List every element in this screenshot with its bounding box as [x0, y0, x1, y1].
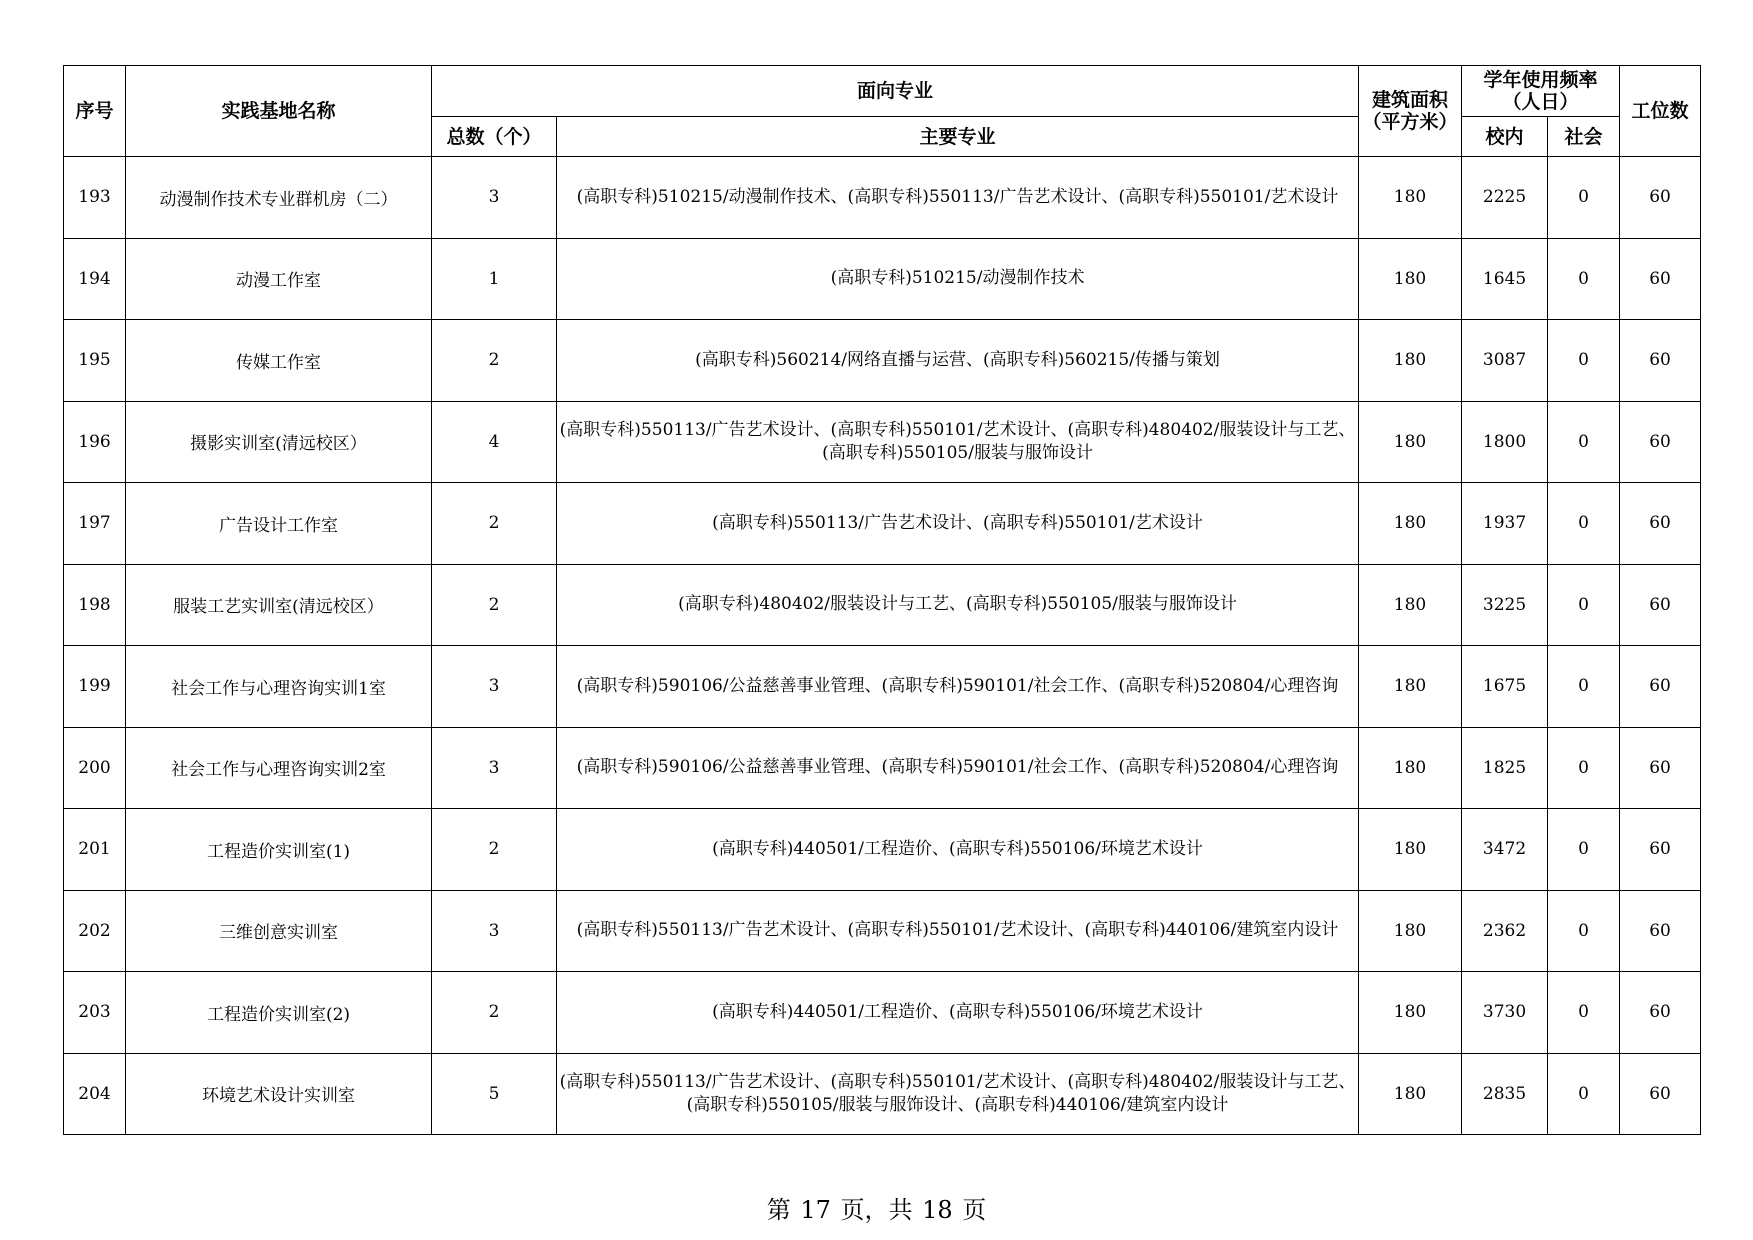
cell-base-name: 环境艺术设计实训室 — [126, 1053, 432, 1135]
cell-society: 0 — [1548, 157, 1620, 239]
cell-base-name: 摄影实训室(清远校区） — [126, 401, 432, 483]
cell-area: 180 — [1359, 564, 1462, 646]
cell-total: 1 — [432, 238, 557, 320]
header-frequency-line2: （人日） — [1502, 91, 1579, 113]
cell-society: 0 — [1548, 727, 1620, 809]
header-frequency — [1462, 66, 1620, 117]
cell-majors: (高职专科)550113/广告艺术设计、(高职专科)550101/艺术设计、(高职专科)440106/建筑室内设计 — [557, 890, 1359, 972]
cell-majors: (高职专科)550113/广告艺术设计、(高职专科)550101/艺术设计、(高职专科)480402/服装设计与工艺、(高职专科)550105/服装与服饰设计 — [557, 401, 1359, 483]
cell-campus: 3730 — [1462, 972, 1548, 1054]
cell-base-name: 工程造价实训室(2) — [126, 972, 432, 1054]
table-row — [64, 564, 1701, 646]
header-seq: 序号 — [64, 66, 126, 157]
header-area-line2: （平方米） — [1362, 111, 1458, 133]
cell-total: 4 — [432, 401, 557, 483]
header-area — [1359, 66, 1462, 157]
cell-society: 0 — [1548, 1053, 1620, 1135]
cell-society: 0 — [1548, 483, 1620, 565]
cell-campus: 2362 — [1462, 890, 1548, 972]
cell-total: 3 — [432, 157, 557, 239]
cell-seq: 197 — [64, 483, 126, 565]
cell-total: 3 — [432, 727, 557, 809]
cell-campus: 2225 — [1462, 157, 1548, 239]
table-row — [64, 401, 1701, 483]
header-campus: 校内 — [1462, 117, 1548, 157]
cell-seq: 194 — [64, 238, 126, 320]
practice-base-table — [63, 65, 1701, 1135]
header-frequency-line1: 学年使用频率 — [1483, 69, 1598, 91]
cell-society: 0 — [1548, 564, 1620, 646]
cell-majors: (高职专科)560214/网络直播与运营、(高职专科)560215/传播与策划 — [557, 320, 1359, 402]
header-society: 社会 — [1548, 117, 1620, 157]
table-body — [64, 157, 1701, 1135]
cell-area: 180 — [1359, 320, 1462, 402]
cell-society: 0 — [1548, 646, 1620, 728]
cell-society: 0 — [1548, 890, 1620, 972]
cell-seq: 198 — [64, 564, 126, 646]
cell-campus: 1800 — [1462, 401, 1548, 483]
table-row — [64, 238, 1701, 320]
cell-seq: 193 — [64, 157, 126, 239]
cell-area: 180 — [1359, 157, 1462, 239]
cell-stations: 60 — [1620, 401, 1701, 483]
header-total: 总数（个） — [432, 117, 557, 157]
cell-campus: 1645 — [1462, 238, 1548, 320]
header-row-top — [64, 66, 1701, 117]
cell-majors: (高职专科)550113/广告艺术设计、(高职专科)550101/艺术设计 — [557, 483, 1359, 565]
cell-total: 5 — [432, 1053, 557, 1135]
cell-total: 2 — [432, 320, 557, 402]
cell-total: 2 — [432, 483, 557, 565]
table-row — [64, 646, 1701, 728]
header-area-line1: 建筑面积 — [1372, 89, 1449, 111]
cell-total: 3 — [432, 890, 557, 972]
table-row — [64, 972, 1701, 1054]
cell-seq: 199 — [64, 646, 126, 728]
cell-majors: (高职专科)480402/服装设计与工艺、(高职专科)550105/服装与服饰设计 — [557, 564, 1359, 646]
table-row — [64, 483, 1701, 565]
cell-majors: (高职专科)550113/广告艺术设计、(高职专科)550101/艺术设计、(高职专科)480402/服装设计与工艺、(高职专科)550105/服装与服饰设计、(高职专科)440106/建筑室内设计 — [557, 1053, 1359, 1135]
cell-campus: 1675 — [1462, 646, 1548, 728]
cell-campus: 3225 — [1462, 564, 1548, 646]
cell-campus: 1937 — [1462, 483, 1548, 565]
cell-base-name: 服装工艺实训室(清远校区） — [126, 564, 432, 646]
header-majors-group: 面向专业 — [432, 66, 1359, 117]
cell-stations: 60 — [1620, 646, 1701, 728]
cell-campus: 2835 — [1462, 1053, 1548, 1135]
cell-society: 0 — [1548, 401, 1620, 483]
table-row — [64, 157, 1701, 239]
cell-stations: 60 — [1620, 320, 1701, 402]
cell-majors: (高职专科)590106/公益慈善事业管理、(高职专科)590101/社会工作、(高职专科)520804/心理咨询 — [557, 646, 1359, 728]
cell-seq: 204 — [64, 1053, 126, 1135]
cell-area: 180 — [1359, 890, 1462, 972]
page-footer: 第 17 页，共 18 页 — [766, 1196, 987, 1224]
cell-total: 2 — [432, 809, 557, 891]
cell-majors: (高职专科)440501/工程造价、(高职专科)550106/环境艺术设计 — [557, 809, 1359, 891]
table-row — [64, 809, 1701, 891]
cell-stations: 60 — [1620, 564, 1701, 646]
cell-campus: 1825 — [1462, 727, 1548, 809]
cell-society: 0 — [1548, 320, 1620, 402]
cell-majors: (高职专科)510215/动漫制作技术、(高职专科)550113/广告艺术设计、(高职专科)550101/艺术设计 — [557, 157, 1359, 239]
cell-base-name: 动漫工作室 — [126, 238, 432, 320]
cell-seq: 195 — [64, 320, 126, 402]
cell-stations: 60 — [1620, 157, 1701, 239]
cell-seq: 196 — [64, 401, 126, 483]
cell-base-name: 社会工作与心理咨询实训1室 — [126, 646, 432, 728]
cell-area: 180 — [1359, 401, 1462, 483]
cell-base-name: 传媒工作室 — [126, 320, 432, 402]
cell-majors: (高职专科)510215/动漫制作技术 — [557, 238, 1359, 320]
cell-seq: 200 — [64, 727, 126, 809]
cell-base-name: 三维创意实训室 — [126, 890, 432, 972]
cell-stations: 60 — [1620, 972, 1701, 1054]
cell-base-name: 动漫制作技术专业群机房（二） — [126, 157, 432, 239]
table-row — [64, 727, 1701, 809]
cell-area: 180 — [1359, 483, 1462, 565]
cell-society: 0 — [1548, 972, 1620, 1054]
cell-base-name: 工程造价实训室(1) — [126, 809, 432, 891]
cell-seq: 202 — [64, 890, 126, 972]
cell-area: 180 — [1359, 646, 1462, 728]
cell-stations: 60 — [1620, 727, 1701, 809]
cell-total: 2 — [432, 972, 557, 1054]
cell-stations: 60 — [1620, 809, 1701, 891]
cell-campus: 3472 — [1462, 809, 1548, 891]
cell-stations: 60 — [1620, 1053, 1701, 1135]
table-row — [64, 890, 1701, 972]
cell-area: 180 — [1359, 238, 1462, 320]
header-main-majors: 主要专业 — [557, 117, 1359, 157]
cell-area: 180 — [1359, 809, 1462, 891]
cell-majors: (高职专科)590106/公益慈善事业管理、(高职专科)590101/社会工作、(高职专科)520804/心理咨询 — [557, 727, 1359, 809]
cell-stations: 60 — [1620, 483, 1701, 565]
cell-stations: 60 — [1620, 890, 1701, 972]
header-stations: 工位数 — [1620, 66, 1701, 157]
table-row — [64, 320, 1701, 402]
cell-area: 180 — [1359, 727, 1462, 809]
cell-majors: (高职专科)440501/工程造价、(高职专科)550106/环境艺术设计 — [557, 972, 1359, 1054]
cell-total: 3 — [432, 646, 557, 728]
table-row — [64, 1053, 1701, 1135]
cell-stations: 60 — [1620, 238, 1701, 320]
header-base-name: 实践基地名称 — [126, 66, 432, 157]
cell-society: 0 — [1548, 238, 1620, 320]
cell-total: 2 — [432, 564, 557, 646]
cell-area: 180 — [1359, 1053, 1462, 1135]
cell-area: 180 — [1359, 972, 1462, 1054]
cell-base-name: 社会工作与心理咨询实训2室 — [126, 727, 432, 809]
cell-campus: 3087 — [1462, 320, 1548, 402]
cell-seq: 201 — [64, 809, 126, 891]
cell-seq: 203 — [64, 972, 126, 1054]
cell-society: 0 — [1548, 809, 1620, 891]
cell-base-name: 广告设计工作室 — [126, 483, 432, 565]
